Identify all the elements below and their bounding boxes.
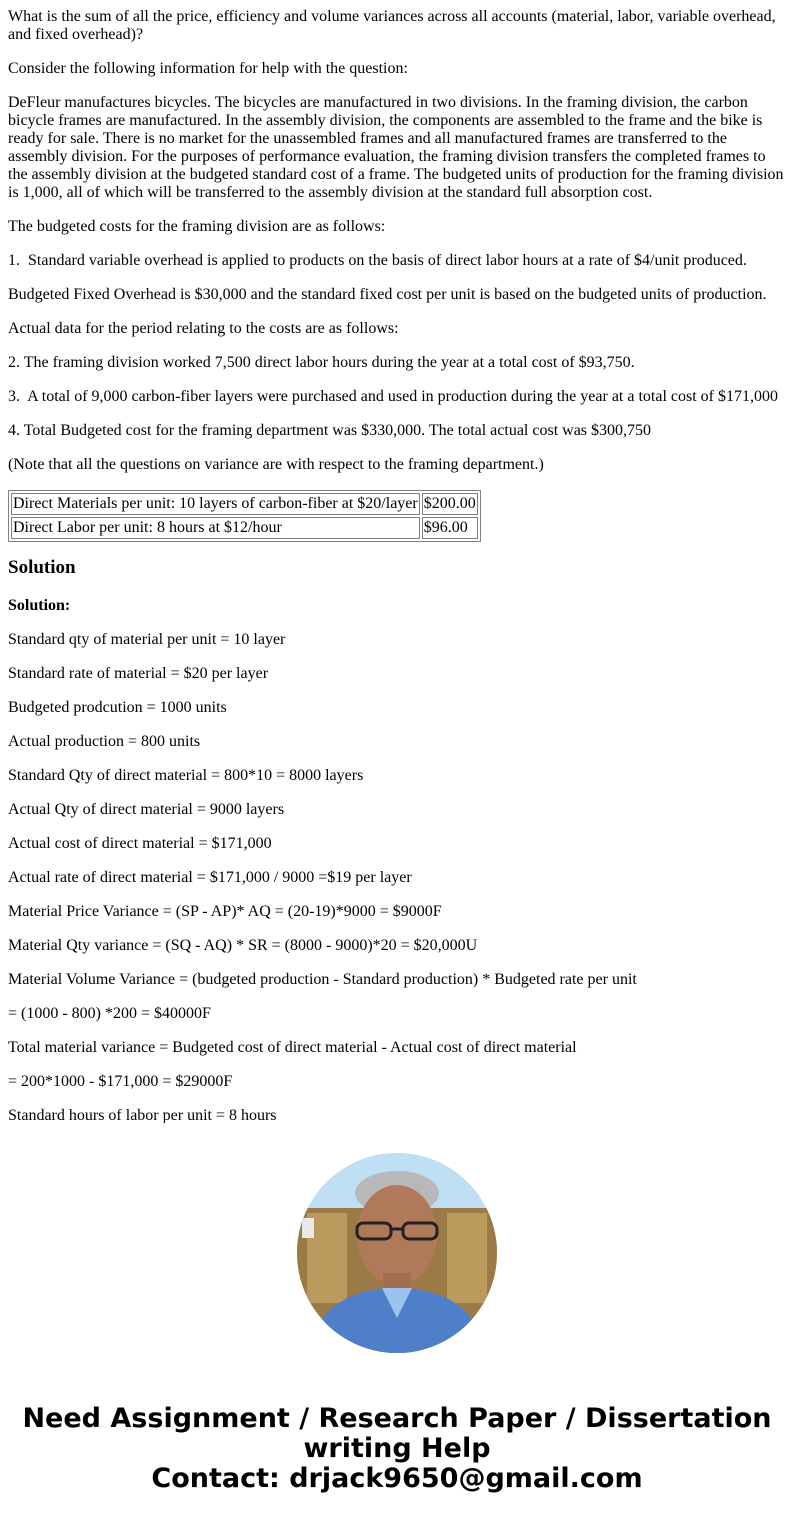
item-2: 2. The framing division worked 7,500 direct labor hours during the year at a total cost of $93,750. bbox=[8, 354, 635, 371]
banner-contact-line: Contact: drjack9650@gmail.com bbox=[151, 1463, 643, 1494]
solution-line: Material Price Variance = (SP - AP)* AQ = (20-19)*9000 = $9000F bbox=[8, 903, 442, 920]
solution-line: Actual Qty of direct material = 9000 layers bbox=[8, 801, 285, 818]
question-text: What is the sum of all the price, efficiency and volume variances across all accounts (material, labor, variable overhead, and fixed overhead)? bbox=[8, 8, 776, 43]
table-row bbox=[11, 517, 478, 539]
solution-line: Total material variance = Budgeted cost of direct material - Actual cost of direct material bbox=[8, 1039, 577, 1056]
item-1: 1. Standard variable overhead is applied to products on the basis of direct labor hours at a rate of $4/unit produced. bbox=[8, 252, 747, 269]
solution-line: = (1000 - 800) *200 = $40000F bbox=[8, 1005, 211, 1022]
budgeted-costs-heading: The budgeted costs for the framing division are as follows: bbox=[8, 218, 386, 235]
solution-line: Material Volume Variance = (budgeted production - Standard production) * Budgeted rate per unit bbox=[8, 971, 637, 988]
table-row bbox=[11, 493, 478, 515]
solution-line: Actual production = 800 units bbox=[8, 733, 201, 750]
solution-line: Standard Qty of direct material = 800*10 = 8000 layers bbox=[8, 767, 364, 784]
contact-banner bbox=[0, 1404, 794, 1494]
solution-line: Actual cost of direct material = $171,000 bbox=[8, 835, 272, 852]
actual-data-heading: Actual data for the period relating to the costs are as follows: bbox=[8, 320, 399, 337]
solution-line: Standard qty of material per unit = 10 layer bbox=[8, 631, 286, 648]
solution-line: Standard rate of material = $20 per layer bbox=[8, 665, 269, 682]
solution-line: Material Qty variance = (SQ - AQ) * SR = (8000 - 9000)*20 = $20,000U bbox=[8, 937, 478, 954]
solution-heading: Solution bbox=[8, 557, 76, 578]
scenario-paragraph: DeFleur manufactures bicycles. The bicycles are manufactured in two divisions. In the framing division, the carbon bicycle frames are manufactured. In the assembly division, the components are assembled to the frame and the bike is ready for sale. There is no market for the unassembled frames and all manufactured frames are transferred to the assembly division. For the purposes of performance evaluation, the framing division transfers the completed frames to the assembly division at the budgeted standard cost of a frame. The budgeted units of production for the framing division is 1,000, all of which will be transferred to the assembly division at the standard full absorption cost. bbox=[8, 94, 784, 201]
solution-line: Budgeted prodcution = 1000 units bbox=[8, 699, 227, 716]
table-cell-label: Direct Materials per unit: 10 layers of carbon-fiber at $20/layer bbox=[11, 493, 420, 515]
banner-line: writing Help bbox=[303, 1433, 491, 1464]
table-cell-amount: $200.00 bbox=[422, 493, 478, 515]
author-photo-icon bbox=[297, 1153, 497, 1353]
table-cell-label: Direct Labor per unit: 8 hours at $12/hour bbox=[11, 517, 420, 539]
solution-line: = 200*1000 - $171,000 = $29000F bbox=[8, 1073, 233, 1090]
table-cell-amount: $96.00 bbox=[422, 517, 478, 539]
intro-text: Consider the following information for help with the question: bbox=[8, 60, 408, 77]
note-text: (Note that all the questions on variance are with respect to the framing department.) bbox=[8, 456, 544, 473]
author-avatar bbox=[297, 1153, 497, 1353]
solution-line: Standard hours of labor per unit = 8 hours bbox=[8, 1107, 277, 1123]
item-4: 4. Total Budgeted cost for the framing department was $330,000. The total actual cost was $300,750 bbox=[8, 422, 652, 439]
cost-table bbox=[8, 490, 481, 542]
solution-line: Actual rate of direct material = $171,000 / 9000 =$19 per layer bbox=[8, 869, 412, 886]
solution-label: Solution: bbox=[8, 597, 71, 614]
item-3: 3. A total of 9,000 carbon-fiber layers were purchased and used in production during the year at a total cost of $171,000 bbox=[8, 388, 778, 405]
fixed-overhead-text: Budgeted Fixed Overhead is $30,000 and the standard fixed cost per unit is based on the budgeted units of production. bbox=[8, 286, 767, 303]
banner-line: Need Assignment / Research Paper / Dissertation bbox=[22, 1403, 772, 1434]
